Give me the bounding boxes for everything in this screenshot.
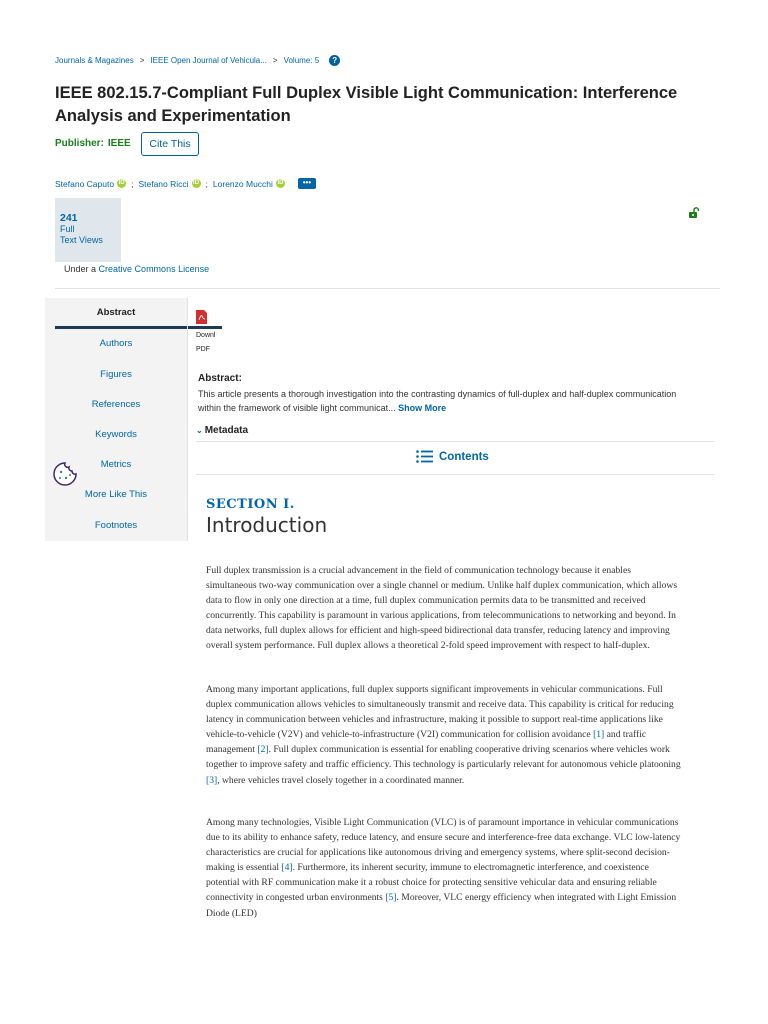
show-more-link[interactable]: Show More [398, 403, 447, 413]
author-link[interactable]: Lorenzo Mucchi [212, 178, 273, 189]
sidebar-item-references[interactable]: References [91, 399, 141, 410]
cite-this-button[interactable]: Cite This [141, 132, 199, 156]
paragraph-text: . Full duplex communication is essential for enabling cooperative driving scenarios where vehicles work together to improve safety and traffic efficiency. This technology is particularly relevant for autonomous vehicle platooning [206, 744, 681, 771]
breadcrumb-volume[interactable]: Volume: 5 [283, 56, 320, 65]
paragraph-text: Among many technologies, Visible Light Communication (VLC) is of paramount importance in vehicular communications due to its ability to enhance safety, reduce latency, and ensure secure and interference-free data exchange. VLC low-latency characteristics are crucial for applications like autonomous driving and emergency systems, where split-second decision-making is essential [206, 817, 681, 874]
contents-label: Contents [439, 450, 489, 463]
page-title: IEEE 802.15.7-Compliant Full Duplex Visible Light Communication: Interference Analysis and Experimentation [55, 84, 678, 125]
sidebar-item-abstract[interactable]: Abstract [96, 307, 136, 318]
pdf-label-line2: PDF [196, 346, 210, 353]
sidebar-item-authors[interactable]: Authors [99, 338, 133, 349]
sidebar-item-more-like-this[interactable]: More Like This [84, 489, 148, 500]
breadcrumb-separator: > [139, 56, 145, 65]
author-separator: ; [205, 178, 208, 189]
divider [187, 298, 188, 541]
divider [196, 474, 714, 475]
chevron-down-icon: ⌄ [196, 426, 203, 435]
abstract-body: This article presents a thorough investigation into the contrasting dynamics of full-duplex and half-duplex communication within the framework of visible light communicat... [198, 389, 677, 413]
sidebar-item-keywords[interactable]: Keywords [95, 429, 137, 440]
breadcrumb-separator: > [272, 56, 278, 65]
sidebar-item-footnotes[interactable]: Footnotes [94, 520, 138, 531]
reference-link[interactable]: [4] [281, 862, 293, 874]
list-icon [416, 450, 433, 463]
metadata-label: Metadata [204, 425, 249, 436]
paragraph-text: and traffic management [206, 729, 647, 756]
cookie-icon[interactable] [52, 461, 78, 487]
paragraph-text: Among many important applications, full duplex supports significant improvements in vehicular communications. Full duplex communication allows vehicles to simultaneously transmit and receive data. This capability is critical for reducing latency in communication between vehicles and infrastructure, making it possible to support real-time applications like vehicle-to-vehicle (V2V) and vehicle-to-infrastructure (V2I) communication for collision avoidance [206, 684, 674, 741]
metadata-toggle[interactable] [196, 425, 248, 436]
metric-label-line2: Text Views [60, 235, 103, 245]
help-icon[interactable]: ? [329, 55, 340, 66]
author-link[interactable]: Stefano Ricci [138, 178, 189, 189]
publisher-label: Publisher: [55, 138, 104, 149]
contents-button[interactable] [416, 450, 489, 463]
sidebar-item-metrics[interactable]: Metrics [100, 459, 132, 470]
metric-value: 241 [60, 212, 78, 224]
abstract-text [198, 387, 688, 415]
publisher [55, 138, 131, 149]
paragraph-2 [206, 682, 681, 788]
license-prefix: Under a [64, 264, 97, 274]
paragraph-text: . Furthermore, its inherent security, immune to electromagnetic interference, and coexistence potential with RF communication make it a robust choice for protecting sensitive vehicular data and ensuring reliable connectivity in congested urban environments [206, 862, 657, 904]
author-link[interactable]: Stefano Caputo [55, 178, 115, 189]
creative-commons-link[interactable]: Creative Commons License [98, 264, 210, 274]
metric-label-line1: Full [60, 224, 75, 234]
abstract-heading: Abstract: [198, 373, 242, 384]
reference-link[interactable]: [2] [257, 744, 269, 756]
publisher-value: IEEE [107, 138, 131, 149]
reference-link[interactable]: [5] [385, 892, 397, 904]
divider [196, 441, 714, 442]
orcid-icon[interactable]: iD [277, 180, 284, 186]
pdf-icon[interactable] [196, 310, 207, 324]
breadcrumb-journal[interactable]: IEEE Open Journal of Vehicula... [150, 56, 267, 65]
orcid-icon[interactable]: iD [193, 180, 200, 186]
divider [55, 288, 720, 289]
breadcrumb-journals[interactable]: Journals & Magazines [55, 56, 134, 65]
paragraph-text: . Moreover, VLC energy efficiency when integrated with Light Emission Diode (LED) [206, 892, 677, 919]
pdf-download-link[interactable] [196, 329, 215, 357]
reference-link[interactable]: [3] [206, 774, 218, 786]
author-separator: ; [131, 178, 134, 189]
sidebar-item-figures[interactable]: Figures [100, 369, 132, 380]
license-note [64, 264, 209, 274]
section-label: SECTION I. [206, 497, 295, 512]
section-title: Introduction [206, 513, 328, 537]
paragraph-text: , where vehicles travel closely together in a coordinated manner. [217, 774, 465, 786]
more-authors-button[interactable]: ••• [298, 178, 316, 189]
pdf-label-line1: Downl [196, 332, 216, 339]
article-sidebar-nav [45, 298, 187, 541]
full-text-views-metric[interactable] [55, 198, 121, 262]
reference-link[interactable]: [1] [593, 729, 605, 741]
author-list [55, 178, 316, 189]
paragraph-1: Full duplex transmission is a crucial advancement in the field of communication technology because it enables simultaneous two-way communication over a single channel or medium. Unlike half duplex communication, which allows data to flow in only one direction at a time, full duplex communication permits data to be transmitted and received concurrently. This capability is paramount in various applications, from telecommunications to networking and beyond. In data networks, full duplex allows for efficient and high-speed bidirectional data transfer, reducing latency and improving overall system performance. Full duplex allows a theoretical 2-fold speed improvement with respect to half-duplex. [206, 565, 678, 652]
orcid-icon[interactable]: iD [118, 180, 125, 186]
lock-open-icon [688, 207, 700, 219]
paragraph-3 [206, 815, 681, 921]
breadcrumb [55, 55, 340, 66]
